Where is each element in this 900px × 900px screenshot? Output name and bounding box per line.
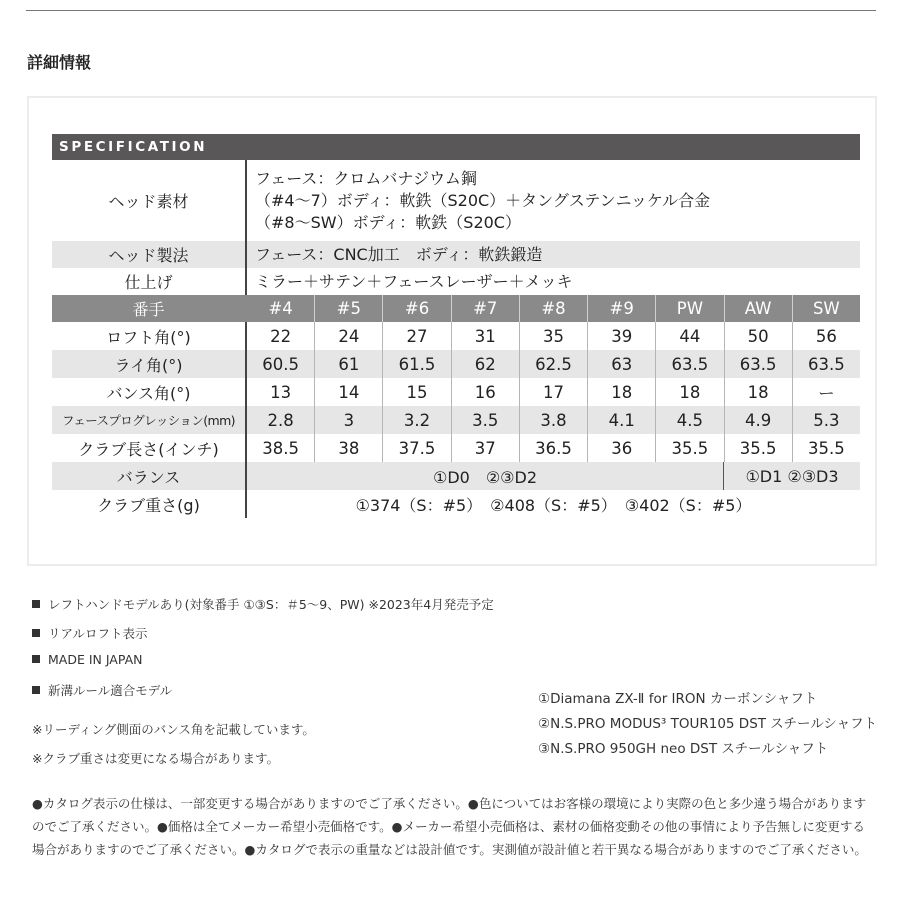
cell: 18 bbox=[725, 378, 793, 406]
balance-main: ①D0 ②③D2 bbox=[247, 462, 724, 490]
row-lie bbox=[52, 350, 860, 378]
cell: 18 bbox=[656, 378, 724, 406]
cell: 15 bbox=[383, 378, 451, 406]
cell: 5.3 bbox=[813, 410, 840, 430]
cell: SW bbox=[812, 299, 840, 318]
weight-value: ①374（S：#5） ②408（S：#5） ③402（S：#5） bbox=[355, 495, 752, 515]
cell: 22 bbox=[247, 322, 315, 350]
square-bullet-icon bbox=[32, 655, 40, 663]
cell: 62.5 bbox=[520, 350, 588, 378]
cell: 37.5 bbox=[383, 434, 451, 462]
cell: 39 bbox=[588, 322, 656, 350]
note-text: レフトハンドモデルあり(対象番手 ①③S：＃5〜9、PW) ※2023年4月発売予定 bbox=[48, 597, 494, 612]
note-item bbox=[32, 595, 494, 613]
cell: #6 bbox=[383, 295, 451, 322]
row-value: ミラー＋サテン＋フェースレーザー＋メッキ bbox=[255, 271, 573, 291]
cell: 38.5 bbox=[247, 434, 315, 462]
cell: 50 bbox=[725, 322, 793, 350]
cell: 63.5 bbox=[725, 350, 793, 378]
cell: 37 bbox=[452, 434, 520, 462]
remark-text: ※クラブ重さは変更になる場合があります。 bbox=[32, 751, 279, 766]
cell: 35 bbox=[520, 322, 588, 350]
square-bullet-icon bbox=[32, 629, 40, 637]
shaft-item: ③N.S.PRO 950GH neo DST スチールシャフト bbox=[538, 741, 829, 757]
note-text: 新溝ルール適合モデル bbox=[48, 683, 173, 698]
cell: 2.8 bbox=[247, 406, 315, 434]
lie-cells bbox=[247, 350, 860, 378]
row-club-weight bbox=[52, 490, 860, 518]
spec-header: SPECIFICATION bbox=[52, 134, 860, 160]
number-cells bbox=[247, 295, 860, 322]
note-item bbox=[32, 652, 143, 667]
cell: 27 bbox=[383, 322, 451, 350]
cell: 13 bbox=[247, 378, 315, 406]
spec-table bbox=[52, 134, 860, 518]
progression-cells bbox=[247, 406, 860, 434]
section-title: 詳細情報 bbox=[27, 53, 92, 72]
cell: #7 bbox=[452, 295, 520, 322]
note-item bbox=[32, 681, 172, 699]
remark-text: ※リーディング側面のバンス角を記載しています。 bbox=[32, 722, 315, 737]
row-label: ヘッド製法 bbox=[52, 241, 247, 268]
cell: 36 bbox=[588, 434, 656, 462]
row-label: ライ角(°) bbox=[52, 350, 247, 378]
cell: 63 bbox=[588, 350, 656, 378]
row-face-progression bbox=[52, 406, 860, 434]
row-label: ロフト角(°) bbox=[52, 322, 247, 350]
cell: 18 bbox=[588, 378, 656, 406]
cell: #5 bbox=[315, 295, 383, 322]
cell: #9 bbox=[588, 295, 656, 322]
cell: 36.5 bbox=[520, 434, 588, 462]
material-line-1: フェース：クロムバナジウム鋼 bbox=[255, 168, 477, 188]
cell: 4.9 bbox=[725, 406, 793, 434]
row-value bbox=[247, 160, 860, 241]
cell: 38 bbox=[315, 434, 383, 462]
cell: PW bbox=[656, 295, 724, 322]
cell: 63.5 bbox=[656, 350, 724, 378]
shaft-item: ①Diamana ZX-Ⅱ for IRON カーボンシャフト bbox=[538, 691, 818, 707]
top-divider bbox=[26, 10, 876, 11]
length-cells bbox=[247, 434, 860, 462]
cell: 44 bbox=[656, 322, 724, 350]
balance-cells bbox=[247, 462, 860, 490]
note-text: リアルロフト表示 bbox=[48, 626, 148, 641]
cell: 17 bbox=[520, 378, 588, 406]
row-label: クラブ重さ(g) bbox=[52, 490, 247, 518]
cell: 35.5 bbox=[656, 434, 724, 462]
square-bullet-icon bbox=[32, 600, 40, 608]
cell: 3.2 bbox=[383, 406, 451, 434]
note-text: MADE IN JAPAN bbox=[48, 652, 143, 667]
row-loft bbox=[52, 322, 860, 350]
note-item bbox=[32, 624, 148, 642]
cell: 35.5 bbox=[725, 434, 793, 462]
row-bounce bbox=[52, 378, 860, 406]
cell: 3.5 bbox=[452, 406, 520, 434]
cell: 61.5 bbox=[383, 350, 451, 378]
cell: #4 bbox=[247, 295, 315, 322]
row-label: 仕上げ bbox=[52, 268, 247, 295]
cell: 35.5 bbox=[807, 438, 845, 458]
cell: 60.5 bbox=[247, 350, 315, 378]
square-bullet-icon bbox=[32, 686, 40, 694]
row-head-method bbox=[52, 241, 860, 268]
loft-cells bbox=[247, 322, 860, 350]
cell: 16 bbox=[452, 378, 520, 406]
row-club-length bbox=[52, 434, 860, 462]
cell: 4.1 bbox=[588, 406, 656, 434]
cell: 61 bbox=[315, 350, 383, 378]
material-line-2: （#4〜7）ボディ：軟鉄（S20C）＋タングステンニッケル合金 bbox=[255, 190, 711, 210]
row-head-material bbox=[52, 160, 860, 241]
weight-cells bbox=[247, 490, 860, 518]
cell: 24 bbox=[315, 322, 383, 350]
disclaimer-text: ●カタログ表示の仕様は、一部変更する場合がありますのでご了承ください。●色についてはお客様の環境により実際の色と多少違う場合がありますのでご了承ください。●価格は全てメーカー希望小売価格です。●メーカー希望小売価格は、素材の価格変動その他の事情により予告無しに変更する場合がありますのでご了承ください。●カタログで表示の重量などは設計値です。実測値が設計値と若干異なる場合がありますのでご了承ください。 bbox=[32, 796, 867, 857]
cell: 3 bbox=[315, 406, 383, 434]
material-line-3: （#8〜SW）ボディ：軟鉄（S20C） bbox=[255, 212, 521, 232]
balance-wedge: ①D1 ②③D3 bbox=[745, 466, 839, 486]
cell: 3.8 bbox=[520, 406, 588, 434]
cell: 14 bbox=[315, 378, 383, 406]
cell: AW bbox=[725, 295, 793, 322]
row-value: フェース：CNC加工 ボディ：軟鉄鍛造 bbox=[255, 244, 543, 264]
row-club-number bbox=[52, 295, 860, 322]
row-label: バランス bbox=[52, 462, 247, 490]
row-finish bbox=[52, 268, 860, 295]
row-label: クラブ長さ(インチ) bbox=[52, 434, 247, 462]
cell: 62 bbox=[452, 350, 520, 378]
cell: 4.5 bbox=[656, 406, 724, 434]
cell: 56 bbox=[815, 326, 837, 346]
row-label: フェースプログレッション(mm) bbox=[52, 406, 247, 434]
bounce-cells bbox=[247, 378, 860, 406]
cell: #8 bbox=[520, 295, 588, 322]
cell: 31 bbox=[452, 322, 520, 350]
cell: 63.5 bbox=[807, 354, 845, 374]
row-label: バンス角(°) bbox=[52, 378, 247, 406]
cell: ー bbox=[818, 384, 835, 403]
shaft-item: ②N.S.PRO MODUS³ TOUR105 DST スチールシャフト bbox=[538, 716, 878, 732]
row-label: ヘッド素材 bbox=[52, 160, 247, 241]
row-balance bbox=[52, 462, 860, 490]
row-label: 番手 bbox=[52, 295, 247, 322]
